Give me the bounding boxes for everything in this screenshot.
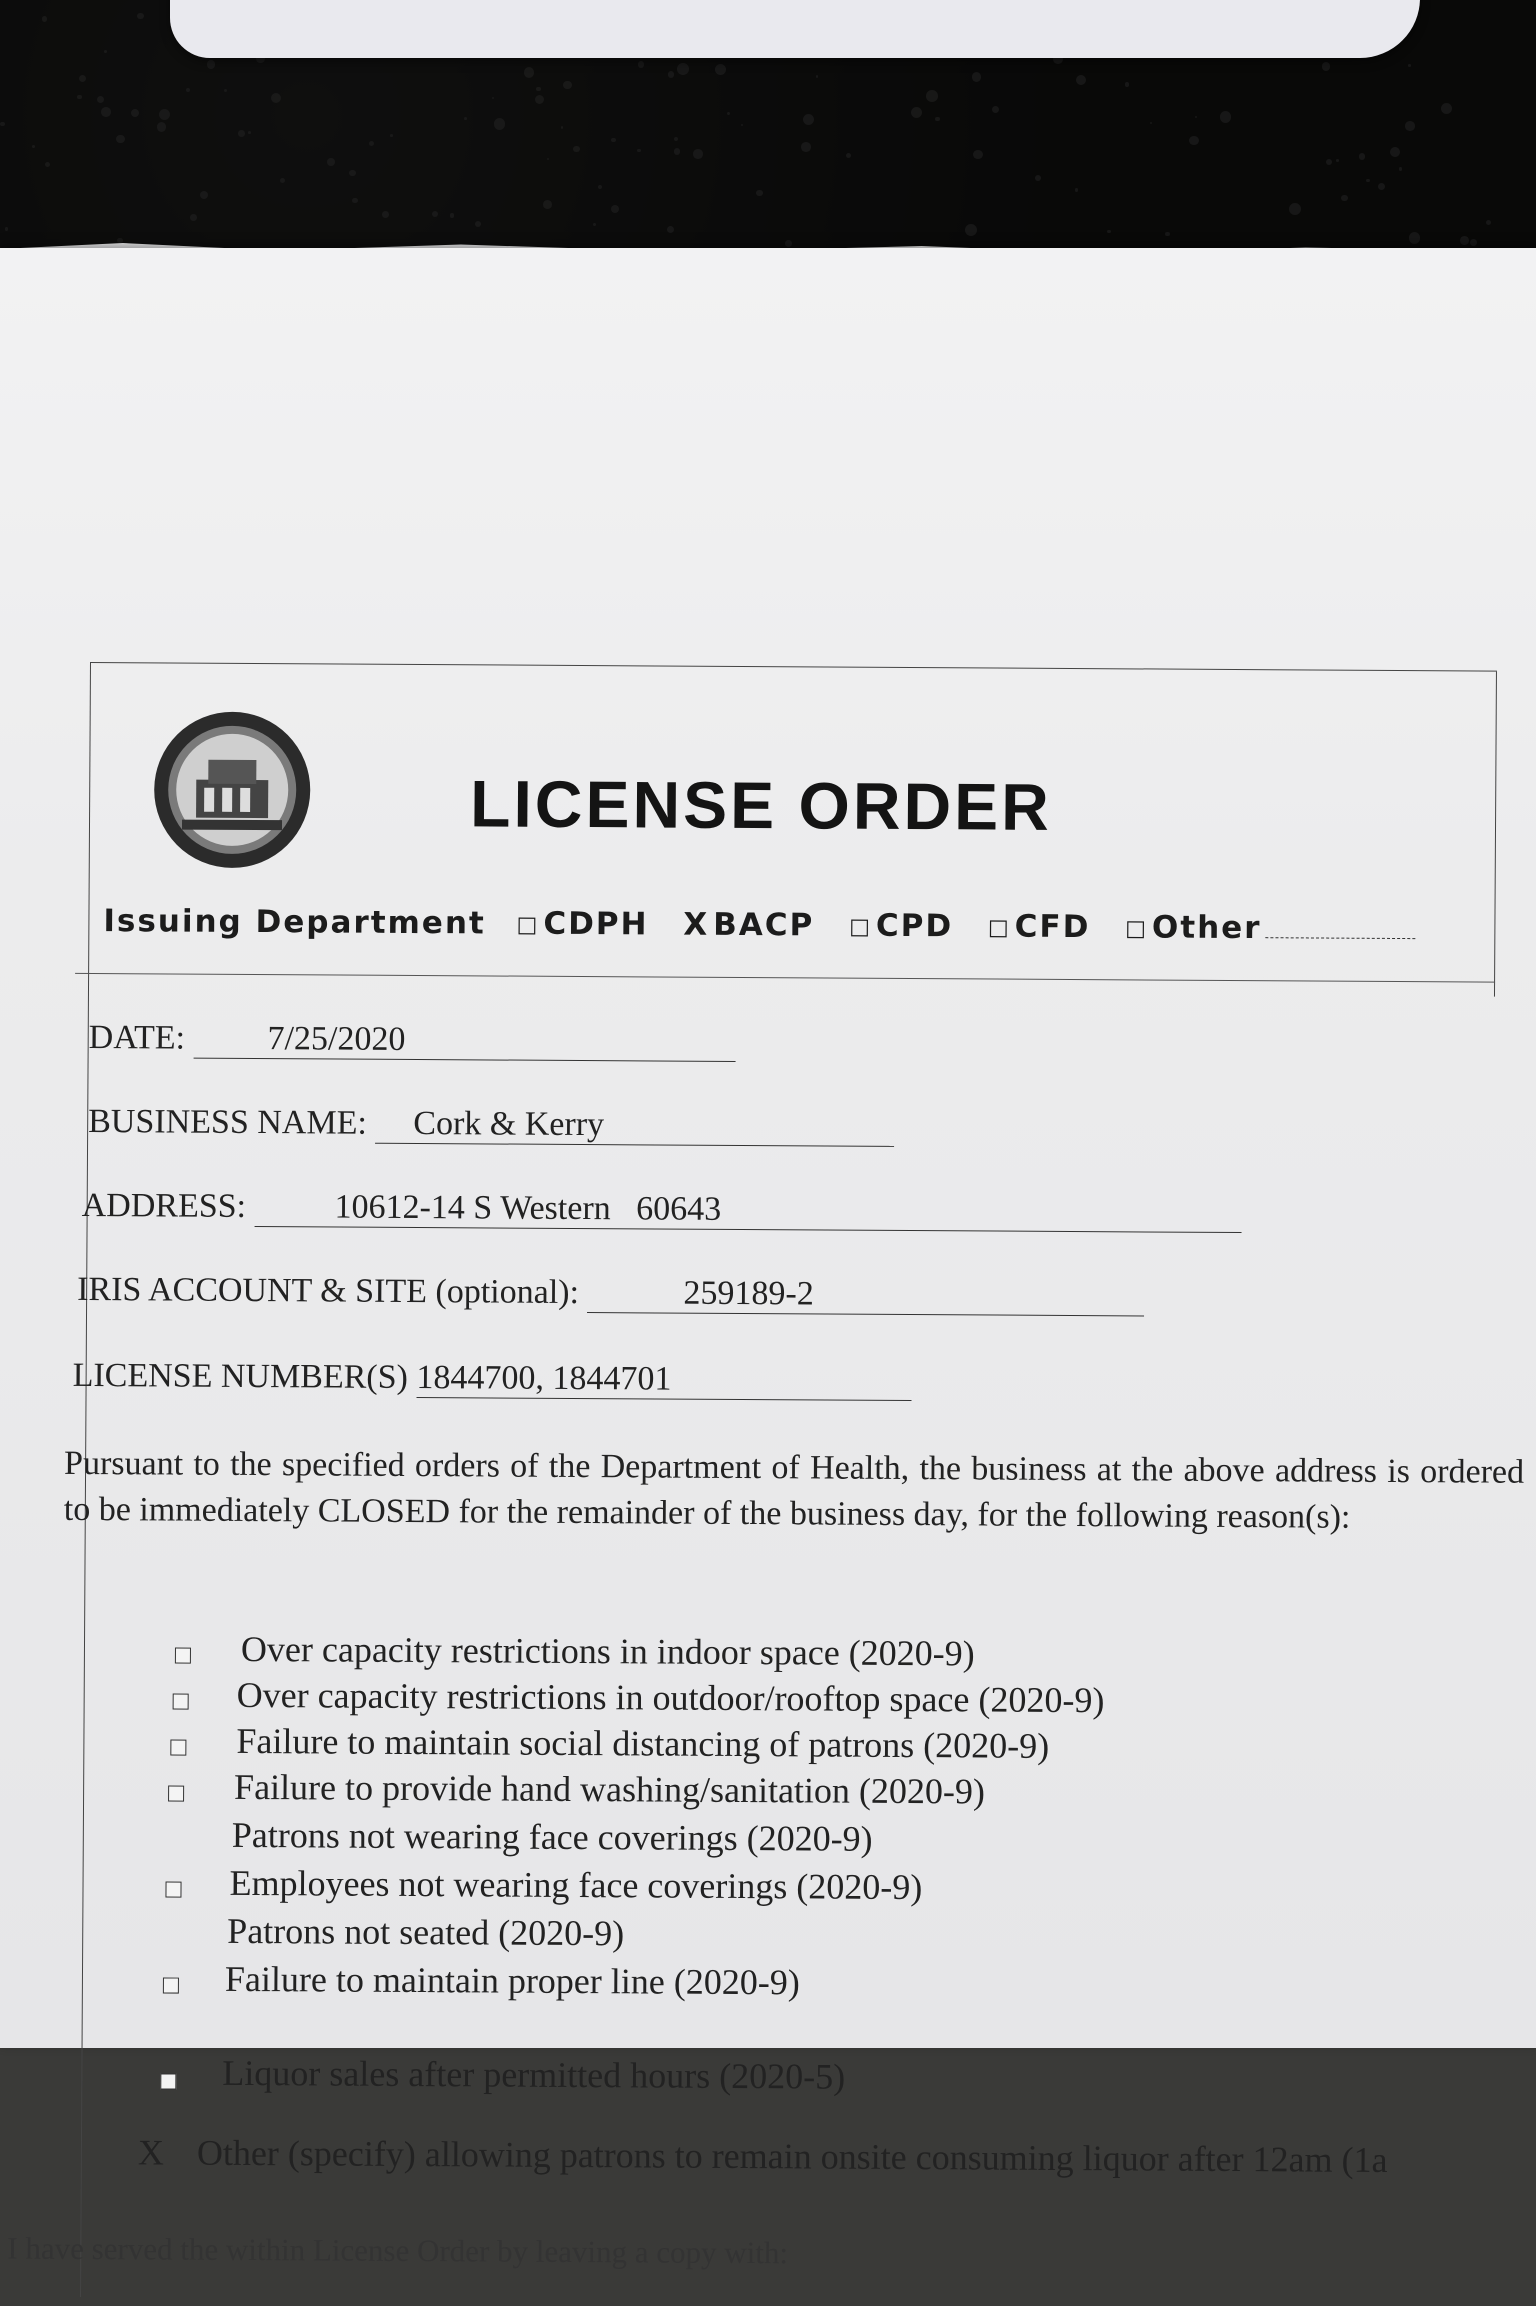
reason-employees-face-coverings: Employees not wearing face coverings (2020-9)	[229, 1862, 923, 1908]
table-speck	[801, 142, 810, 151]
table-speck	[79, 75, 86, 82]
table-speck	[992, 106, 1000, 114]
table-speck	[492, 97, 494, 99]
license-order-document	[0, 248, 1536, 2271]
license-number-label: LICENSE NUMBER(S)	[72, 1356, 409, 1396]
table-speck	[369, 141, 374, 146]
table-speck	[1405, 121, 1415, 131]
table-speck	[563, 81, 571, 89]
table-speck	[238, 130, 245, 137]
table-speck	[137, 13, 144, 20]
background-paper-sheet	[170, 0, 1420, 58]
table-speck	[186, 88, 190, 92]
reason-proper-line: Failure to maintain proper line (2020-9)	[224, 1958, 800, 2003]
table-speck	[1322, 62, 1331, 71]
table-speck	[1390, 147, 1400, 157]
table-speck	[131, 109, 139, 117]
table-speck	[280, 178, 286, 184]
table-speck	[1125, 82, 1129, 86]
table-speck	[638, 61, 645, 68]
table-speck	[1341, 195, 1347, 201]
table-speck	[674, 137, 678, 141]
table-speck	[464, 117, 467, 120]
reason-outdoor-capacity: Over capacity restrictions in outdoor/rooftop space (2020-9)	[236, 1674, 1105, 1721]
table-speck	[432, 211, 438, 217]
table-speck	[926, 90, 938, 102]
iris-account-label: IRIS ACCOUNT & SITE (optional):	[77, 1270, 580, 1311]
dept-option-label: CPD	[875, 907, 954, 945]
table-speck	[543, 200, 552, 209]
table-speck	[1470, 239, 1477, 246]
table-speck	[593, 223, 596, 226]
business-name-field	[88, 1103, 894, 1147]
table-speck	[450, 213, 454, 217]
table-speck	[1107, 230, 1110, 233]
table-speck	[475, 221, 481, 227]
table-speck	[561, 126, 564, 129]
table-speck	[1409, 232, 1421, 244]
other-reason-text: Other (specify) allowing patrons to remain onsite consuming liquor after 12am (1a	[196, 2132, 1388, 2180]
checkbox-icon: □	[1125, 916, 1149, 942]
table-speck	[1076, 75, 1086, 85]
table-speck	[32, 145, 35, 148]
reason-liquor-sales: Liquor sales after permitted hours (2020-5)	[222, 2052, 846, 2097]
table-speck	[756, 190, 762, 196]
issuing-department-label: Issuing Department	[103, 903, 486, 942]
table-speck	[637, 149, 641, 153]
table-speck	[846, 153, 851, 158]
table-speck	[104, 50, 107, 53]
date-field	[89, 1019, 736, 1062]
served-statement: I have served the within License Order by leaving a copy with:	[7, 2230, 789, 2271]
table-speck	[1408, 64, 1411, 67]
reason-checkbox[interactable]	[160, 2073, 176, 2089]
address-value[interactable]: 10612-14 S Western 60643	[254, 1188, 1241, 1233]
table-speck	[524, 67, 535, 78]
table-speck	[42, 16, 47, 21]
table-speck	[547, 158, 549, 160]
reason-other	[138, 2131, 1388, 2181]
table-speck	[248, 131, 251, 134]
table-speck	[965, 224, 977, 236]
table-speck	[573, 146, 579, 152]
table-speck	[159, 109, 170, 120]
checkbox-icon: □	[987, 915, 1011, 941]
table-speck	[1189, 136, 1199, 146]
reason-checkbox[interactable]	[163, 1977, 179, 1993]
reason-checkbox[interactable]	[175, 1648, 191, 1664]
table-speck	[1165, 232, 1170, 237]
table-speck	[1150, 122, 1152, 124]
table-speck	[1336, 159, 1339, 162]
table-speck	[973, 150, 982, 159]
other-checked-mark[interactable]: X	[137, 2132, 165, 2173]
license-number-field	[73, 1357, 912, 1401]
table-speck	[207, 60, 216, 69]
table-speck	[611, 205, 619, 213]
table-speck	[785, 240, 792, 247]
address-label: ADDRESS:	[81, 1186, 247, 1225]
table-speck	[715, 64, 726, 75]
table-speck	[741, 124, 743, 126]
checkbox-icon: □	[849, 914, 872, 940]
table-speck	[494, 118, 506, 130]
table-speck	[1366, 179, 1369, 182]
closure-paragraph: Pursuant to the specified orders of the Department of Health, the business at the above address is ordered to be immediately CLOSED for the remainder of the business day, for the following reason(s):	[63, 1444, 1525, 1536]
table-speck	[667, 226, 674, 233]
reason-checkbox[interactable]	[168, 1785, 184, 1801]
table-speck	[271, 93, 281, 103]
table-speck	[1399, 167, 1403, 171]
table-speck	[1075, 188, 1079, 192]
iris-account-value[interactable]: 259189-2	[587, 1274, 1144, 1316]
table-speck	[349, 170, 356, 177]
table-speck	[674, 148, 681, 155]
reason-social-distancing: Failure to maintain social distancing of patrons (2020-9)	[236, 1720, 1050, 1766]
table-speck	[816, 75, 818, 77]
dept-option-cfd[interactable]	[988, 908, 1095, 945]
table-speck	[224, 89, 227, 92]
date-value[interactable]: 7/25/2020	[193, 1020, 735, 1062]
table-speck	[1326, 159, 1333, 166]
document-title: LICENSE ORDER	[469, 766, 1053, 844]
table-speck	[101, 107, 111, 117]
table-speck	[97, 96, 104, 103]
table-speck	[668, 71, 675, 78]
other-blank-line	[1265, 937, 1415, 939]
reason-checkbox[interactable]	[165, 1881, 181, 1897]
table-speck	[611, 138, 616, 143]
city-seal-icon	[152, 709, 313, 870]
table-speck	[390, 134, 393, 137]
table-speck	[190, 214, 197, 221]
dept-option-label: BACP	[713, 906, 815, 944]
table-speck	[536, 87, 541, 92]
table-speck	[157, 122, 166, 131]
table-speck	[598, 185, 602, 189]
reason-patrons-not-seated: Patrons not seated (2020-9)	[227, 1910, 625, 1954]
table-speck	[77, 95, 81, 99]
dept-option-cdph[interactable]	[516, 906, 652, 943]
table-speck	[327, 158, 335, 166]
reason-patrons-face-coverings: Patrons not wearing face coverings (2020-9)	[231, 1814, 873, 1859]
table-speck	[1378, 183, 1385, 190]
dept-option-cpd[interactable]	[849, 908, 957, 945]
table-speck	[535, 95, 545, 105]
table-speck	[1195, 116, 1197, 118]
table-speck	[1460, 236, 1469, 245]
table-speck	[117, 238, 123, 244]
table-speck	[693, 149, 702, 158]
table-speck	[911, 107, 922, 118]
issuing-department-row	[103, 903, 1493, 947]
checkbox-icon: □	[516, 912, 540, 938]
table-speck	[0, 122, 5, 127]
reason-indoor-capacity: Over capacity restrictions in indoor space (2020-9)	[240, 1628, 975, 1674]
reason-checkbox[interactable]	[173, 1694, 189, 1710]
table-speck	[727, 112, 730, 115]
business-name-value[interactable]: Cork & Kerry	[375, 1105, 894, 1147]
iris-account-field	[77, 1271, 1144, 1317]
license-number-value[interactable]: 1844700, 1844701	[416, 1359, 911, 1401]
dept-option-label: Other	[1151, 909, 1262, 947]
table-speck	[116, 135, 125, 144]
table-speck	[935, 117, 940, 122]
table-speck	[45, 162, 50, 167]
table-speck	[803, 114, 814, 125]
form-right-border	[1494, 672, 1497, 997]
date-label: DATE:	[88, 1018, 186, 1057]
table-speck	[1441, 103, 1452, 114]
dept-option-bacp[interactable]	[683, 907, 818, 944]
reason-checkbox[interactable]	[170, 1740, 186, 1756]
address-field	[82, 1187, 1242, 1233]
divider	[75, 973, 1495, 983]
table-speck	[200, 191, 208, 199]
table-speck	[382, 211, 389, 218]
checked-mark: X	[683, 906, 710, 943]
table-speck	[1359, 153, 1365, 159]
business-name-label: BUSINESS NAME:	[88, 1102, 367, 1142]
table-speck	[1220, 111, 1231, 122]
form-border	[7, 662, 1525, 2306]
dept-option-label: CFD	[1014, 908, 1091, 946]
table-speck	[1035, 175, 1041, 181]
dept-option-other[interactable]	[1125, 909, 1420, 947]
table-speck	[972, 72, 981, 81]
table-speck	[352, 198, 357, 203]
table-speck	[5, 227, 9, 231]
table-speck	[1486, 220, 1491, 225]
table-speck	[1289, 203, 1301, 215]
table-speck	[677, 63, 689, 75]
reason-hand-washing: Failure to provide hand washing/sanitation (2020-9)	[234, 1766, 986, 1812]
dept-option-label: CDPH	[543, 905, 649, 943]
